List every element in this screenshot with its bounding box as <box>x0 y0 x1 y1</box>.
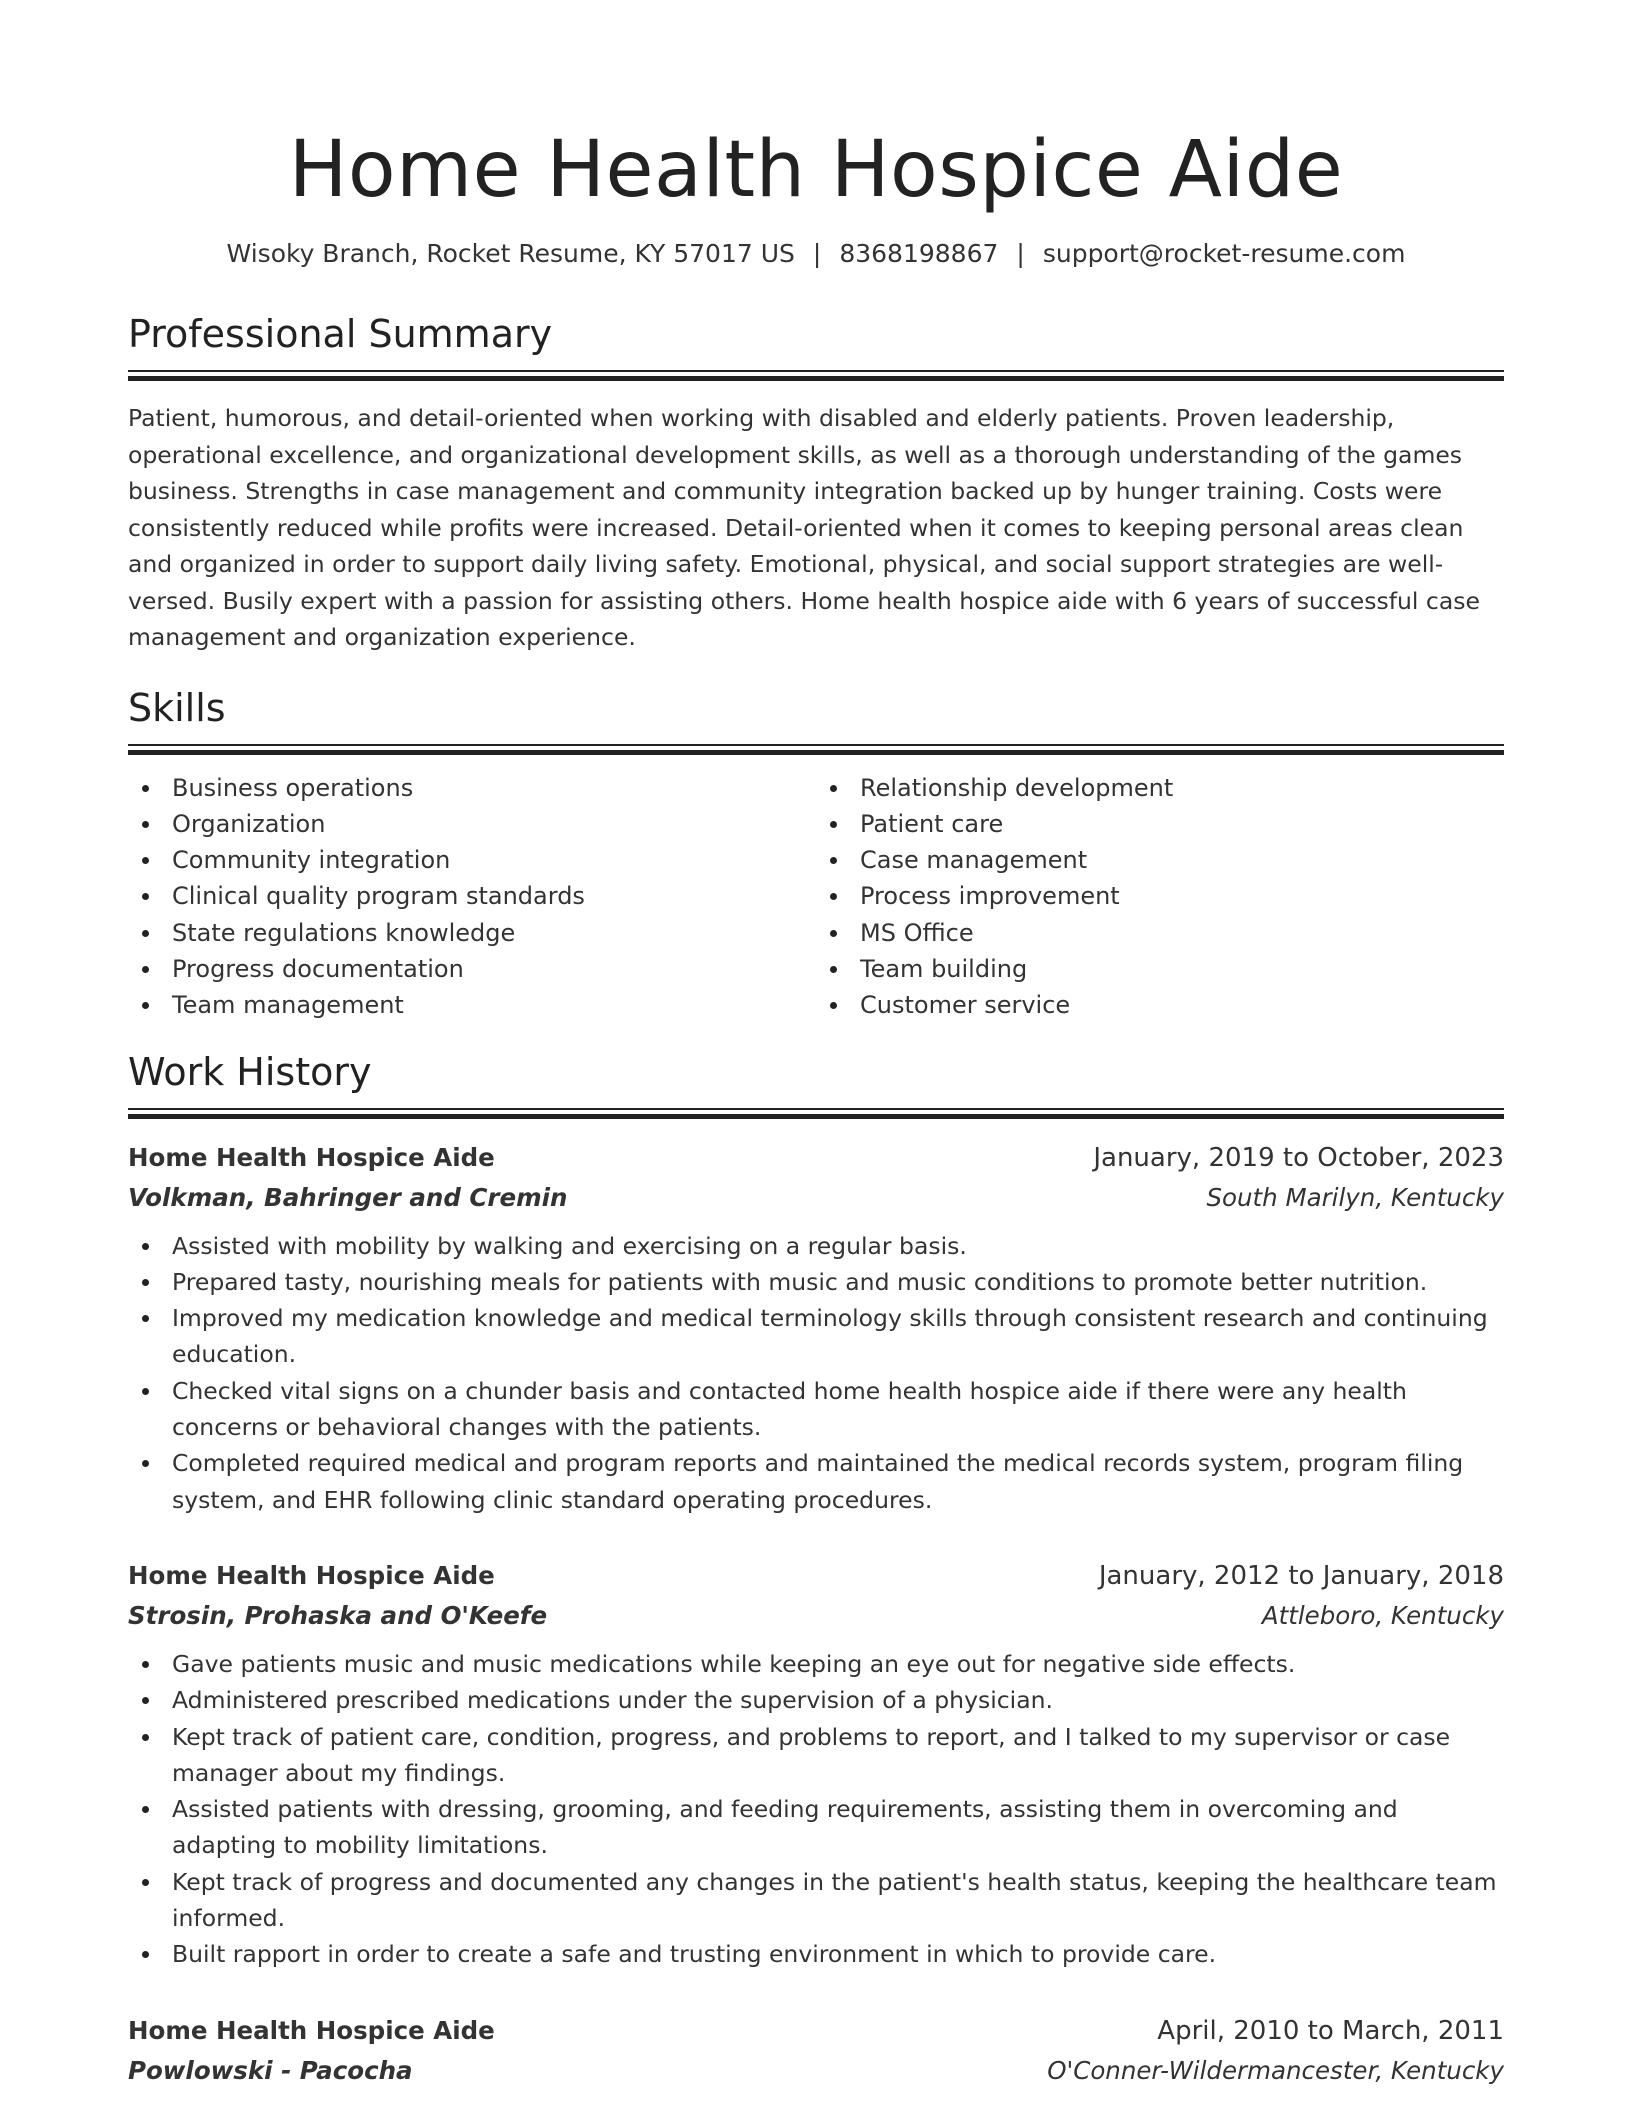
job-duty: Gave patients music and music medications while keeping an eye out for negative side effects. <box>172 1646 1504 1682</box>
skill-item: Clinical quality program standards <box>172 878 816 914</box>
section-title-skills: Skills <box>128 685 226 730</box>
job-location: O'Conner-Wildermancester, Kentucky <box>1047 2055 1504 2085</box>
skills-list-left <box>128 770 816 1024</box>
job-company-row <box>128 1596 1504 1636</box>
job-duties-list <box>128 1228 1504 1518</box>
job-entry <box>128 1556 1504 1973</box>
job-location: Attleboro, Kentucky <box>1261 1600 1504 1630</box>
job-duty: Checked vital signs on a chunder basis and contacted home health hospice aide if there were any health concerns or behavioral changes with the patients. <box>172 1373 1504 1446</box>
resume-page <box>128 0 1504 2091</box>
skill-item: Business operations <box>172 770 816 806</box>
job-company: Strosin, Prohaska and O'Keefe <box>128 1600 548 1630</box>
skill-item: Organization <box>172 806 816 842</box>
job-company: Volkman, Bahringer and Cremin <box>128 1182 568 1212</box>
job-title: Home Health Hospice Aide <box>128 1560 495 1590</box>
job-title: Home Health Hospice Aide <box>128 2015 495 2045</box>
summary-text: Patient, humorous, and detail-oriented when working with disabled and elderly patients. Proven leadership, operational excellence, and organizational development skills, as well as a thorough understanding of the games business. Strengths in case management and community integration backed up by hunger training. Costs were consistently reduced while profits were increased. Detail-oriented when it comes to keeping personal areas clean and organized in order to support daily living safety. Emotional, physical, and social support strategies are well-versed. Busily expert with a passion for assisting others. Home health hospice aide with 6 years of successful case management and organization experience. <box>128 404 1480 651</box>
skill-item: Team management <box>172 987 816 1023</box>
job-duty: Assisted patients with dressing, grooming, and feeding requirements, assisting them in overcoming and adapting to mobility limitations. <box>172 1791 1504 1864</box>
job-duty: Kept track of patient care, condition, progress, and problems to report, and I talked to my supervisor or case manager about my findings. <box>172 1719 1504 1792</box>
work-history-section <box>128 1048 1504 2091</box>
job-duty: Kept track of progress and documented any changes in the patient's health status, keeping the healthcare team informed. <box>172 1864 1504 1937</box>
job-company: Powlowski - Pacocha <box>128 2055 413 2085</box>
section-title-summary: Professional Summary <box>128 312 553 356</box>
job-dates: January, 2012 to January, 2018 <box>1098 1560 1504 1591</box>
section-divider <box>128 370 1504 380</box>
contact-phone: 8368198867 <box>839 239 999 268</box>
job-duty: Built rapport in order to create a safe and trusting environment in which to provide care. <box>172 1936 1504 1972</box>
job-header-row <box>128 2011 1504 2051</box>
skill-item: Process improvement <box>860 878 1504 914</box>
professional-summary-section <box>128 310 1504 656</box>
job-entry <box>128 2011 1504 2091</box>
skills-section <box>128 684 1504 1024</box>
skill-item: MS Office <box>860 915 1504 951</box>
job-header-row <box>128 1556 1504 1596</box>
job-location: South Marilyn, Kentucky <box>1206 1182 1504 1212</box>
job-header-row <box>128 1138 1504 1178</box>
job-duties-list <box>128 1646 1504 1973</box>
contact-separator: | <box>812 239 822 268</box>
resume-name: Home Health Hospice Aide <box>288 125 1344 215</box>
contact-address: Wisoky Branch, Rocket Resume, KY 57017 US <box>226 239 795 268</box>
skill-item: Community integration <box>172 842 816 878</box>
skills-list-right <box>816 770 1504 1024</box>
job-duty: Prepared tasty, nourishing meals for patients with music and music conditions to promote better nutrition. <box>172 1264 1504 1300</box>
skill-item: Customer service <box>860 987 1504 1023</box>
section-title-work: Work History <box>128 1049 372 1094</box>
section-divider <box>128 1108 1504 1118</box>
job-dates: January, 2019 to October, 2023 <box>1093 1142 1504 1173</box>
job-duty: Completed required medical and program reports and maintained the medical records system, program filing system, and EHR following clinic standard operating procedures. <box>172 1445 1504 1518</box>
job-company-row <box>128 2051 1504 2091</box>
contact-line <box>128 238 1504 270</box>
section-divider <box>128 744 1504 754</box>
job-title: Home Health Hospice Aide <box>128 1142 495 1172</box>
contact-email: support@rocket-resume.com <box>1042 239 1406 268</box>
skill-item: Case management <box>860 842 1504 878</box>
skill-item: Relationship development <box>860 770 1504 806</box>
skill-item: Patient care <box>860 806 1504 842</box>
job-duty: Administered prescribed medications under the supervision of a physician. <box>172 1682 1504 1718</box>
job-dates: April, 2010 to March, 2011 <box>1157 2015 1504 2046</box>
job-duty: Assisted with mobility by walking and exercising on a regular basis. <box>172 1228 1504 1264</box>
job-entry <box>128 1138 1504 1518</box>
skills-grid <box>128 770 1504 1024</box>
skill-item: Progress documentation <box>172 951 816 987</box>
skill-item: State regulations knowledge <box>172 915 816 951</box>
job-company-row <box>128 1178 1504 1218</box>
contact-separator: | <box>1016 239 1025 268</box>
job-duty: Improved my medication knowledge and medical terminology skills through consistent research and continuing education. <box>172 1300 1504 1373</box>
skill-item: Team building <box>860 951 1504 987</box>
